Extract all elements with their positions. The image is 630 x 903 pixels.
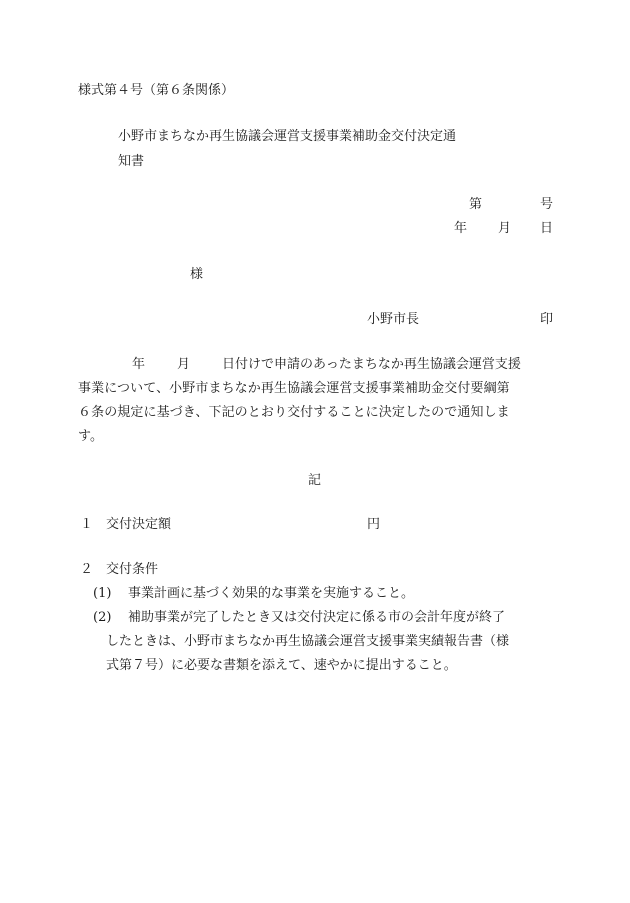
doc-number-dai: 第 bbox=[469, 197, 483, 212]
sender-name: 小野市長 bbox=[367, 312, 420, 327]
condition2-text-line1: 補助事業が完了したとき又は交付決定に係る市の会計年度が終了 bbox=[128, 610, 506, 625]
body-year: 年 bbox=[132, 357, 146, 372]
condition1-text: 事業計画に基づく効果的な事業を実施すること。 bbox=[128, 586, 415, 601]
ki-heading: 記 bbox=[308, 473, 322, 488]
doc-number-go: 号 bbox=[540, 197, 554, 212]
form-label: 様式第４号（第６条関係） bbox=[78, 83, 235, 98]
item1-label: 交付決定額 bbox=[106, 517, 172, 532]
date-day: 日 bbox=[540, 221, 554, 236]
seal-mark: 印 bbox=[540, 312, 554, 327]
item1-unit: 円 bbox=[367, 517, 381, 532]
item2-label: 交付条件 bbox=[106, 562, 159, 577]
addressee-sama: 様 bbox=[190, 267, 204, 282]
condition2-text-line2: したときは、小野市まちなか再生協議会運営支援事業実績報告書（様 bbox=[106, 634, 510, 649]
item1-number: １ bbox=[80, 517, 94, 532]
condition1-number: (1) bbox=[93, 586, 112, 601]
body-text-line4: す。 bbox=[78, 429, 103, 444]
body-text-line1: 日付けで申請のあったまちなか再生協議会運営支援 bbox=[222, 357, 521, 372]
body-month: 月 bbox=[177, 357, 191, 372]
condition2-text-line3: 式第７号）に必要な書類を添えて、速やかに提出すること。 bbox=[106, 658, 457, 673]
body-text-line2: 事業について、小野市まちなか再生協議会運営支援事業補助金交付要綱第 bbox=[78, 381, 510, 396]
date-month: 月 bbox=[498, 221, 512, 236]
document-title-line1: 小野市まちなか再生協議会運営支援事業補助金交付決定通 bbox=[118, 129, 457, 144]
body-text-line3: ６条の規定に基づき、下記のとおり交付することに決定したので通知しま bbox=[78, 405, 510, 420]
item2-number: ２ bbox=[80, 562, 94, 577]
date-year: 年 bbox=[454, 221, 468, 236]
document-title-line2: 知書 bbox=[118, 154, 145, 169]
condition2-number: (2) bbox=[93, 610, 112, 625]
